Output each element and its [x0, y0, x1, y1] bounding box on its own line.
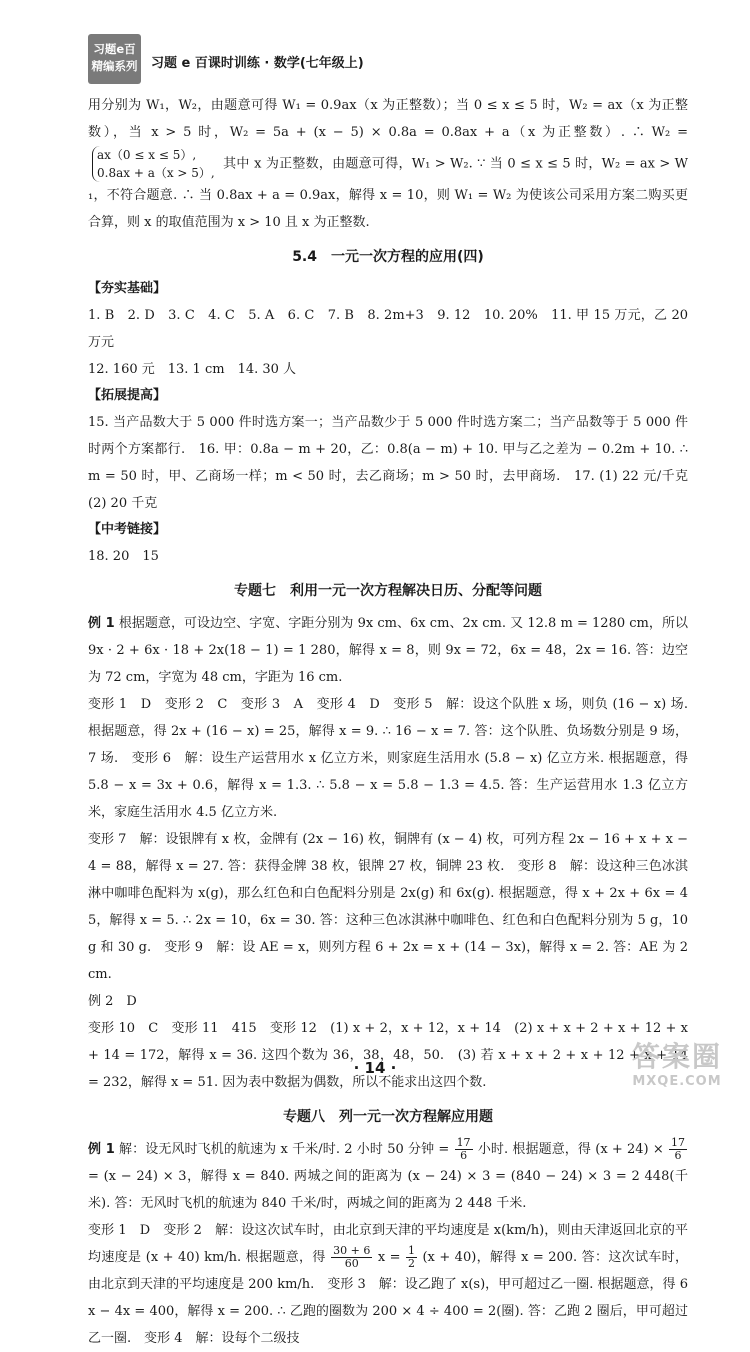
book-title: 习题 e 百课时训练 · 数学(七年级上): [151, 56, 364, 71]
intro-text-a: 用分别为 W₁，W₂，由题意可得 W₁ = 0.9ax（x 为正整数）；当 0 ≤ x ≤ 5 时，W₂ = ax（x 为正整数），当 x > 5 时，W₂ = 5a + (x − 5) × 0.8a = 0.8ax + a（x 为正整数）. ∴ W₂ =: [88, 98, 688, 140]
example-1-label: 例 1: [88, 616, 115, 631]
basic-answers-2: 12. 160 元 13. 1 cm 14. 30 人: [88, 362, 297, 377]
ex1-text-c: = (x − 24) × 3，解得 x = 840. 两城之间的距离为 (x − 24) × 3 = (840 − 24) × 3 = 2 448(千米). 答：无风时飞机的航速为 840 千米/时，两城之间的距离为 2 448 千米.: [88, 1169, 688, 1211]
intro-paragraph: [88, 92, 688, 236]
numerator: 17: [671, 1136, 686, 1149]
variants-text-b: x =: [377, 1250, 401, 1265]
topic-7-example-2: 例 2 D: [88, 994, 137, 1009]
variants-text-a: 变形 1 D 变形 2 解：设这次试车时，由北京到天津的平均速度是 x(km/h)，则由天津返回北京的平均速度是 (x + 40) km/h. 根据题意，得: [88, 1223, 688, 1265]
fraction-17-6: [455, 1137, 473, 1162]
page-number: · 14 ·: [353, 1059, 397, 1077]
section-5-4-title: 5.4 一元一次方程的应用(四): [292, 249, 484, 265]
logo-line-1: 习题e百: [93, 42, 136, 56]
intro-text-b: 其中 x 为正整数，由题意可得，W₁ > W₂. ∵ 当 0 ≤ x ≤ 5 时，W₂ = ax > W₁，不符合题意. ∴ 当 0.8ax + a = 0.9ax，解得 x = 10，则 W₁ = W₂ 为使该公司采用方案二购买更合算，则 x 的取值范围为 x > 10 且 x 为正整数.: [88, 156, 688, 230]
exam-answers: 18. 20 15: [88, 549, 159, 564]
watermark-line-2: MXQE.COM: [632, 1074, 722, 1089]
topic-7-variants-7-9: 变形 7 解：设银牌有 x 枚，金牌有 (2x − 16) 枚，铜牌有 (x − 4) 枚，可列方程 2x − 16 + x + x − 4 = 88，解得 x = 27. 答：获得金牌 38 枚，银牌 27 枚，铜牌 23 枚. 变形 8 解：设这种三色冰淇淋中咖啡色配料为 x(g)，那么红色和白色配料分别是 2x(g) 和 6x(g). 根据题意，得 x + 2x + 6x = 45，解得 x = 5. ∴ 2x = 10，6x = 30. 答：这种三色冰淇淋中咖啡色、红色和白色配料分别为 5 g，10 g 和 30 g. 变形 9 解：设 AE = x，则列方程 6 + 2x = x + (14 − 3x)，解得 x = 2. 答：AE 为 2 cm.: [88, 832, 688, 982]
topic-7-variants-10-12: 变形 10 C 变形 11 415 变形 12 (1) x + 2，x + 12，x + 14 (2) x + x + 2 + x + 12 + x + 14 = 172，解得 x = 36. 这四个数为 36，38，48，50. (3) 若 x + x + 2 + x + 12 + x + 14 = 232，解得 x = 51. 因为表中数据为偶数，所以不能求出这四个数.: [88, 1021, 688, 1090]
denominator: 6: [674, 1149, 682, 1162]
page-header: [88, 34, 388, 84]
extension-answers: 15. 当产品数大于 5 000 件时选方案一；当产品数少于 5 000 件时选方案二；当产品数等于 5 000 件时两个方案都行. 16. 甲：0.8a − m + 20，乙：0.8(a − m) + 10. 甲与乙之差为 − 0.2m + 10. ∴ m = 50 时，甲、乙商场一样；m < 50 时，去乙商场；m > 50 时，去甲商场. 17. (1) 22 元/千克 (2) 20 千克: [88, 415, 702, 511]
fraction-1-2: [406, 1245, 417, 1270]
ex1-text-a: 解：设无风时飞机的航速为 x 千米/时. 2 小时 50 分钟 =: [119, 1142, 450, 1157]
page-content: [88, 92, 702, 1352]
topic-8-title: 专题八 列一元一次方程解应用题: [283, 1109, 493, 1125]
watermark-line-1: 答案圈: [631, 1040, 722, 1073]
tag-basic: 【夯实基础】: [88, 281, 167, 296]
denominator: 60: [344, 1257, 359, 1270]
tag-extension: 【拓展提高】: [88, 388, 167, 403]
topic-8-example-1-label: 例 1: [88, 1142, 115, 1157]
case-1: ax（0 ≤ x ≤ 5）,: [97, 148, 197, 162]
watermark: [612, 1040, 742, 1095]
series-logo: [88, 34, 141, 84]
ex1-text-b: 小时. 根据题意，得 (x + 24) ×: [477, 1142, 664, 1157]
example-1-text: 根据题意，可设边空、字宽、字距分别为 9x cm、6x cm、2x cm. 又 12.8 m = 1280 cm，所以 9x · 2 + 6x · 18 + 2x(18 − 1) = 1 280，解得 x = 8，则 9x = 72，6x = 48，2x = 16. 答：边空为 72 cm，字宽为 48 cm，字距为 16 cm.: [88, 616, 688, 685]
basic-answers-1: 1. B 2. D 3. C 4. C 5. A 6. C 7. B 8. 2m+3 9. 12 10. 20% 11. 甲 15 万元，乙 20 万元: [88, 308, 688, 350]
piecewise-function: [92, 146, 215, 182]
topic-7-example-1: [88, 610, 688, 691]
numerator: 17: [456, 1136, 471, 1149]
topic-8-variants: [88, 1217, 688, 1352]
case-2: 0.8ax + a（x > 5）,: [97, 166, 215, 180]
denominator: 6: [460, 1149, 468, 1162]
fraction-36-60: [331, 1245, 372, 1270]
numerator: 1: [407, 1244, 415, 1257]
numerator: 30 + 6: [333, 1244, 371, 1257]
logo-line-2: 精编系列: [91, 59, 138, 73]
denominator: 2: [407, 1257, 415, 1270]
topic-7-title: 专题七 利用一元一次方程解决日历、分配等问题: [234, 583, 542, 599]
variants-text-c: (x + 40)，解得 x = 200. 答：这次试车时，由北京到天津的平均速度是 200 km/h. 变形 3 解：设乙跑了 x(s)，甲可超过乙一圈. 根据题意，得 6x − 4x = 400，解得 x = 200. ∴ 乙跑的圈数为 200 × 4 ÷ 400 = 2(圈). 答：乙跑 2 圈后，甲可超过乙一圈. 变形 4 解：设每个二级技: [88, 1250, 688, 1346]
fraction-17-6-b: [669, 1137, 687, 1162]
topic-7-variants-1-6: 变形 1 D 变形 2 C 变形 3 A 变形 4 D 变形 5 解：设这个队胜 x 场，则负 (16 − x) 场. 根据题意，得 2x + (16 − x) = 25，解得 x = 9. ∴ 16 − x = 7. 答：这个队胜、负场数分别是 9 场，7 场. 变形 6 解：设生产运营用水 x 亿立方米，则家庭生活用水 (5.8 − x) 亿立方米. 根据题意，得 5.8 − x = 3x + 0.6，解得 x = 1.3. ∴ 5.8 − x = 5.8 − 1.3 = 4.5. 答：生产运营用水 1.3 亿立方米，家庭生活用水 4.5 亿立方米.: [88, 697, 688, 820]
topic-8-example-1: [88, 1136, 688, 1217]
tag-exam-link: 【中考链接】: [88, 522, 167, 537]
